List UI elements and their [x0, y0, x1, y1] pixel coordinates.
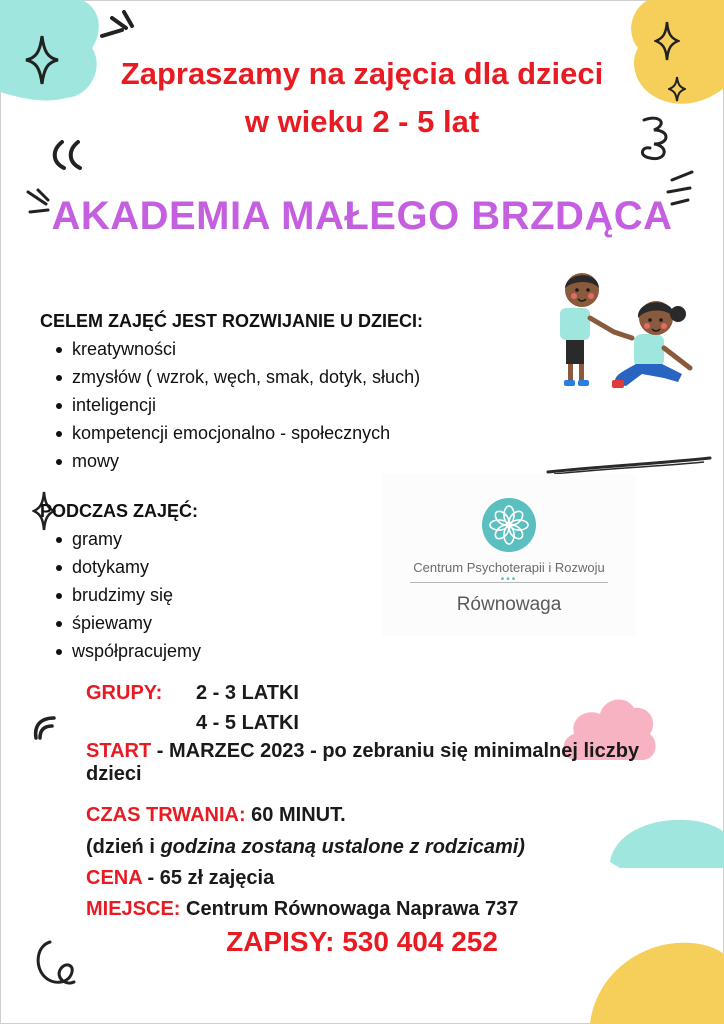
groups-line-2 — [86, 712, 646, 735]
start-label: START — [86, 740, 152, 762]
price-line — [86, 867, 646, 890]
logo — [382, 474, 636, 636]
invite-line-2: w wieku 2 - 5 lat — [244, 104, 480, 139]
groups-line-1 — [86, 682, 646, 705]
start-line — [86, 740, 646, 786]
groups-value-1: 2 - 3 LATKI — [196, 682, 299, 704]
duration-label: CZAS TRWANIA: — [86, 804, 246, 826]
goals-heading: CELEM ZAJĘĆ JEST ROZWIJANIE U DZIECI: — [40, 311, 424, 331]
quote-marks-icon — [50, 138, 86, 172]
list-item: zmysłów ( wzrok, węch, smak, dotyk, słuch) — [72, 364, 420, 392]
place-line — [86, 898, 646, 921]
note-italic: godzina zostaną ustalone z rodzicami) — [160, 836, 525, 858]
dash-marks-icon — [96, 8, 146, 58]
list-item: gramy — [72, 526, 201, 554]
place-label: MIEJSCE: — [86, 898, 181, 920]
start-text: - MARZEC 2023 - po zebraniu się minimalnej liczby dzieci — [86, 740, 640, 785]
list-item: śpiewamy — [72, 610, 201, 638]
children-illustration — [552, 268, 708, 398]
groups-label: GRUPY: — [86, 682, 163, 704]
duration-line — [86, 804, 646, 827]
invite-line-1: Zapraszamy na zajęcia dla dzieci — [120, 56, 604, 91]
list-item: brudzimy się — [72, 582, 201, 610]
logo-dots-icon: ••• — [500, 574, 518, 585]
signup-phone: ZAPISY: 530 404 252 — [226, 926, 498, 957]
goals-list — [72, 336, 420, 476]
list-item: współpracujemy — [72, 638, 201, 666]
list-item: kompetencji emocjonalno - społecznych — [72, 420, 420, 448]
flower-logo-icon — [482, 498, 536, 552]
quote-marks-icon — [30, 712, 60, 742]
schedule-note — [86, 836, 646, 859]
logo-subtitle: Równowaga — [456, 594, 562, 615]
price-text: - 65 zł zajęcia — [141, 867, 275, 889]
note-plain: (dzień i — [86, 836, 161, 858]
place-text: Centrum Równowaga Naprawa 737 — [180, 898, 519, 920]
duration-text: 60 MINUT. — [245, 804, 346, 826]
list-item: dotykamy — [72, 554, 201, 582]
activities-list — [72, 526, 201, 666]
list-item: mowy — [72, 448, 420, 476]
logo-name: Centrum Psychoterapii i Rozwoju — [413, 560, 605, 575]
activities-heading: PODCZAS ZAJĘĆ: — [40, 501, 199, 521]
page-title: AKADEMIA MAŁEGO BRZDĄCA — [51, 194, 673, 238]
list-item: kreatywności — [72, 336, 420, 364]
list-item: inteligencji — [72, 392, 420, 420]
price-label: CENA — [86, 867, 142, 889]
brush-stroke-line — [544, 454, 714, 476]
groups-value-2: 4 - 5 LATKI — [196, 712, 299, 734]
